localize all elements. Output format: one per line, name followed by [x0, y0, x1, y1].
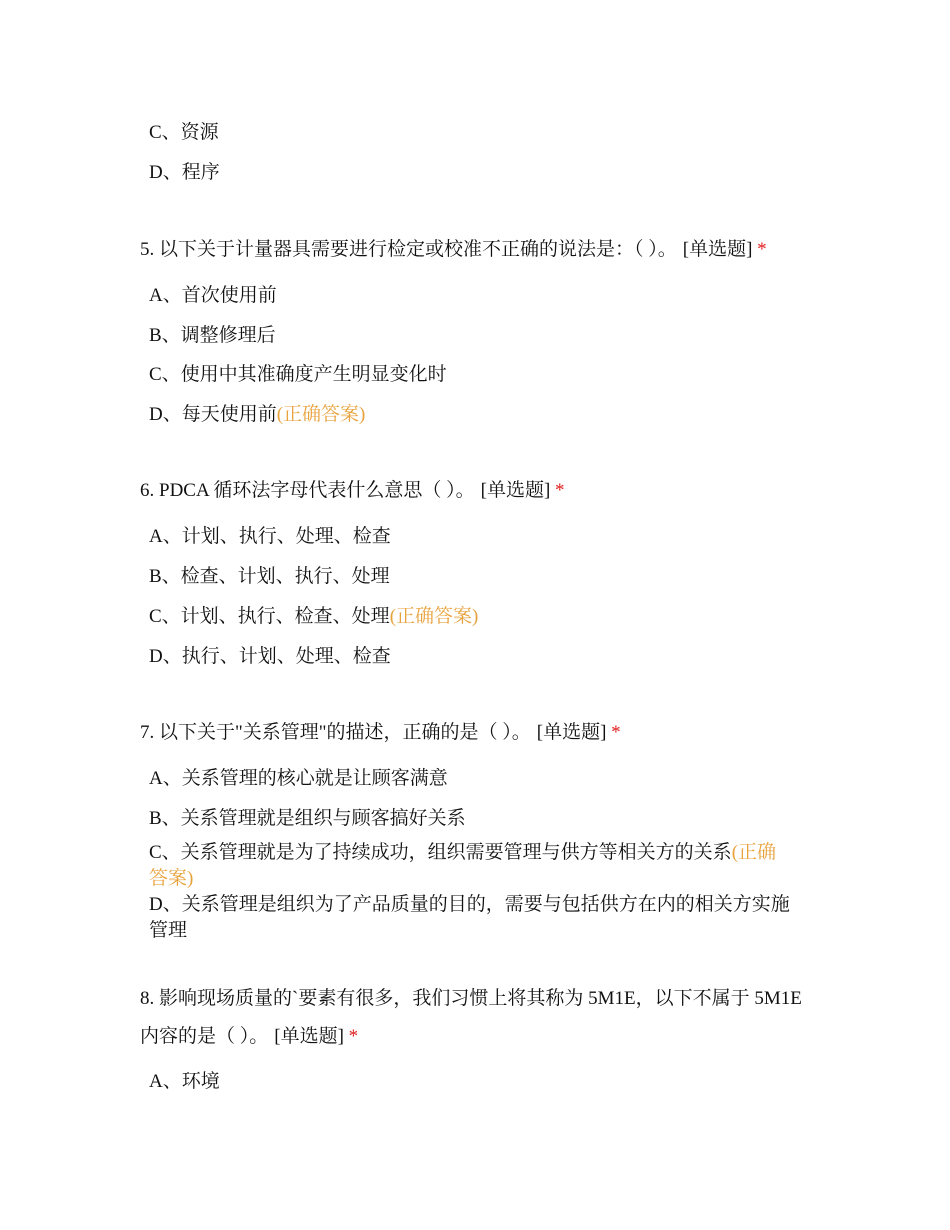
- question-type: [单选题]: [682, 239, 753, 260]
- question-number: 6.: [140, 480, 155, 501]
- required-mark: *: [348, 1026, 359, 1047]
- question-text: 以下关于"关系管理"的描述，正确的是（ ）。: [159, 722, 531, 743]
- q5-option-b[interactable]: [149, 323, 809, 349]
- question-type: [单选题]: [480, 480, 551, 501]
- question-number: 7.: [140, 722, 155, 743]
- option-label: A、环境: [149, 1071, 220, 1092]
- q5-option-a[interactable]: [149, 283, 809, 309]
- correct-answer-marker: (正确答案): [276, 404, 366, 425]
- option-label: B、关系管理就是组织与顾客搞好关系: [149, 808, 466, 829]
- question-number: 5.: [140, 239, 155, 260]
- option-label: C、关系管理就是为了持续成功，组织需要管理与供方等相关方的关系: [149, 842, 732, 863]
- q6-option-a[interactable]: [149, 524, 809, 550]
- q5-option-c[interactable]: [149, 362, 809, 388]
- question-type: [单选题]: [274, 1026, 344, 1047]
- question-text: 以下关于计量器具需要进行检定或校准不正确的说法是：（ ）。: [159, 239, 677, 260]
- q5-option-d[interactable]: [149, 402, 809, 428]
- q7-option-d[interactable]: [149, 892, 804, 944]
- option-label: D、执行、计划、处理、检查: [149, 646, 391, 667]
- option-label: A、首次使用前: [149, 285, 277, 306]
- question-7-title: [140, 714, 820, 752]
- correct-answer-marker: (正确答案): [149, 842, 777, 889]
- option-label: B、检查、计划、执行、处理: [149, 566, 390, 587]
- option-label: A、关系管理的核心就是让顾客满意: [149, 768, 448, 789]
- correct-answer-marker: (正确答案): [389, 606, 479, 627]
- question-text: 影响现场质量的`要素有很多，我们习惯上将其称为 5M1E，以下不属于 5M1E 内容的是（ ）。: [140, 988, 802, 1047]
- question-6-title: [140, 472, 820, 510]
- q7-option-b[interactable]: [149, 806, 809, 832]
- option-label: B、调整修理后: [149, 325, 276, 346]
- option-label: C、使用中其准确度产生明显变化时: [149, 364, 447, 385]
- option-label: A、计划、执行、处理、检查: [149, 526, 391, 547]
- question-8-title: [140, 980, 820, 1056]
- question-number: 8.: [140, 988, 155, 1009]
- q7-option-c[interactable]: [149, 840, 789, 892]
- q6-option-c[interactable]: [149, 604, 809, 630]
- required-mark: *: [555, 480, 565, 501]
- option-label: D、程序: [149, 162, 220, 183]
- question-type: [单选题]: [536, 722, 607, 743]
- q7-option-a[interactable]: [149, 766, 809, 792]
- option-label: C、资源: [149, 122, 219, 143]
- question-text: PDCA 循环法字母代表什么意思（ ）。: [159, 480, 475, 501]
- option-label: D、关系管理是组织为了产品质量的目的，需要与包括供方在内的相关方实施管理: [149, 894, 790, 941]
- q4-option-c[interactable]: [149, 120, 809, 146]
- option-label: D、每天使用前: [149, 404, 277, 425]
- question-5-title: [140, 231, 820, 269]
- q4-option-d[interactable]: [149, 160, 809, 186]
- required-mark: *: [757, 239, 767, 260]
- q8-option-a[interactable]: [149, 1069, 809, 1095]
- q6-option-d[interactable]: [149, 644, 809, 670]
- q6-option-b[interactable]: [149, 564, 809, 590]
- option-label: C、计划、执行、检查、处理: [149, 606, 390, 627]
- required-mark: *: [611, 722, 621, 743]
